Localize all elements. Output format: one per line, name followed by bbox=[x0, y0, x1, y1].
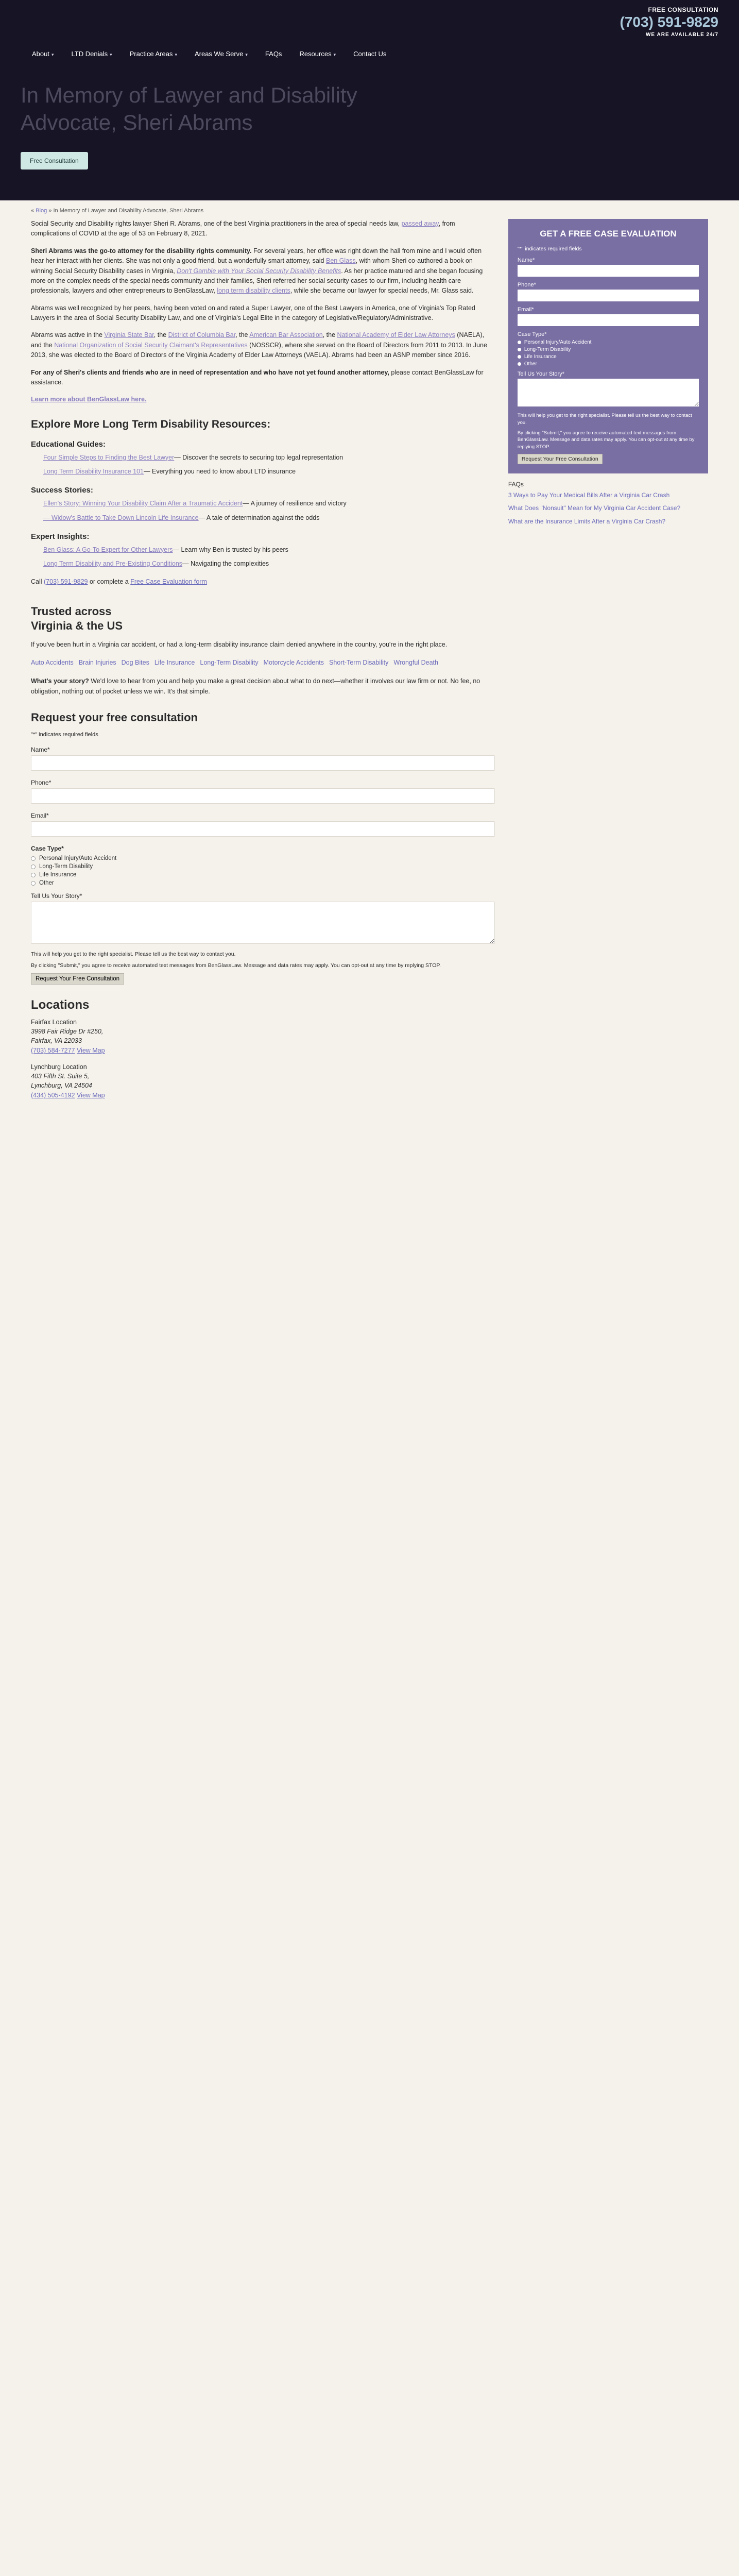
radio-icon bbox=[31, 873, 36, 877]
option-label: Other bbox=[524, 361, 537, 367]
case-type-label: Case Type* bbox=[31, 845, 64, 853]
resources-group-title-success: Success Stories: bbox=[31, 486, 93, 495]
email-label: Email* bbox=[31, 812, 49, 820]
free-consultation-button[interactable]: Free Consultation bbox=[21, 152, 88, 170]
text-run: — A journey of resilience and victory bbox=[243, 500, 347, 507]
list-item bbox=[31, 499, 495, 509]
case-type-option-long-term-disability[interactable] bbox=[31, 863, 495, 870]
location-map-link[interactable]: View Map bbox=[76, 1092, 105, 1099]
text-run: Abrams was active in the bbox=[31, 331, 105, 339]
text-run: (NAELA), and the bbox=[31, 331, 485, 349]
long-term-disability-clients-link[interactable]: long term disability clients bbox=[217, 287, 290, 295]
text-run: or complete a bbox=[88, 578, 131, 586]
nosscr-link[interactable]: National Organization of Social Security Claimant's Representatives bbox=[54, 341, 248, 349]
article-cta-bold: For any of Sheri's clients and friends who are in need of representation and who have not yet found another attorney, bbox=[31, 368, 389, 376]
card-case-option-long-term-disability[interactable] bbox=[518, 347, 699, 352]
article-paragraph-3: Abrams was well recognized by her peers, having been voted on and rated a Super Lawyer, one of the Best Lawyers in America, one of Virginia's Top Rated Lawyers in the area of Social Security Disability Law, and one of Virginia's Legal Elite in the category of Legislative/Regulatory/Administrative. bbox=[31, 304, 475, 322]
card-email-label: Email* bbox=[517, 307, 534, 313]
card-required-note: "*" indicates required fields bbox=[517, 246, 582, 252]
page-title: In Memory of Lawyer and Disability Advocate, Sheri Abrams bbox=[21, 82, 357, 135]
resource-link[interactable]: Long Term Disability Insurance 101 bbox=[43, 468, 144, 476]
chevron-down-icon: ▾ bbox=[333, 52, 336, 57]
text-run: Call bbox=[31, 578, 44, 586]
naela-link[interactable]: National Academy of Elder Law Attorneys bbox=[337, 331, 455, 339]
main-navigation bbox=[0, 42, 739, 70]
text-run: please contact BenGlassLaw for assistance. bbox=[31, 368, 484, 386]
location-name: Fairfax Location bbox=[31, 1018, 77, 1026]
email-input[interactable] bbox=[31, 821, 495, 837]
text-run: — Everything you need to know about LTD insurance bbox=[144, 468, 296, 476]
breadcrumb-separator: » bbox=[48, 208, 52, 214]
card-submit-button[interactable]: Request Your Free Consultation bbox=[518, 454, 603, 464]
story-label: Tell Us Your Story* bbox=[31, 892, 82, 900]
card-case-type-label: Case Type* bbox=[517, 331, 547, 338]
practice-tag-links bbox=[31, 657, 495, 669]
resources-group-title-expert: Expert Insights: bbox=[31, 532, 90, 541]
list-item bbox=[31, 453, 495, 463]
text-run: , while she became our lawyer for special needs, Mr. Glass said. bbox=[290, 287, 474, 295]
resource-link[interactable]: — Widow's Battle to Take Down Lincoln Life Insurance bbox=[43, 514, 199, 521]
nav-item-resources[interactable] bbox=[299, 47, 353, 61]
virginia-state-bar-link[interactable]: Virginia State Bar bbox=[104, 331, 154, 339]
text-run: For several years, her office was right down the hall from mine and I would often hear her interact with her clients. She was not only a good friend, but a wonderfully smart attorney, said bbox=[31, 247, 482, 265]
card-case-option-life-insurance[interactable] bbox=[518, 354, 699, 360]
nav-label: About bbox=[32, 49, 49, 58]
text-run: , from complications of COVID at the age of 53 on February 8, 2021. bbox=[31, 220, 455, 238]
article-content bbox=[31, 219, 495, 1108]
breadcrumb-current: In Memory of Lawyer and Disability Advocate, Sheri Abrams bbox=[53, 208, 204, 214]
consultation-form-heading: Request your free consultation bbox=[31, 711, 198, 724]
nav-item-contact-us[interactable] bbox=[353, 47, 404, 61]
card-story-label: Tell Us Your Story* bbox=[517, 371, 564, 378]
card-consent-text: By clicking "Submit," you agree to receive automated text messages from BenGlassLaw. Message and data rates may apply. You can opt-out at any time by replying STOP. bbox=[517, 430, 695, 450]
story-paragraph bbox=[31, 676, 495, 697]
top-bar bbox=[0, 0, 739, 42]
nav-label: Practice Areas bbox=[129, 49, 173, 58]
radio-icon bbox=[518, 362, 521, 366]
card-phone-input[interactable] bbox=[518, 290, 699, 301]
case-type-option-other[interactable] bbox=[31, 880, 495, 886]
tag-dog-bites[interactable]: Dog Bites bbox=[121, 658, 149, 666]
list-item bbox=[31, 513, 495, 523]
text-run: , with whom Sheri co-authored a book on winning Social Security Disability cases in Virginia, bbox=[31, 257, 473, 275]
chevron-down-icon: ▾ bbox=[110, 52, 112, 57]
breadcrumb-link-blog[interactable]: Blog bbox=[36, 208, 47, 214]
faq-link[interactable]: What Does "Nonsuit" Mean for My Virginia Car Accident Case? bbox=[508, 504, 681, 512]
name-input[interactable] bbox=[31, 755, 495, 771]
text-run: , the bbox=[153, 331, 168, 339]
text-run: Social Security and Disability rights lawyer Sheri R. Abrams, one of the best Virginia practitioners in the area of special needs law, bbox=[31, 220, 402, 228]
nav-label: LTD Denials bbox=[71, 49, 108, 58]
nav-item-areas-we-serve[interactable] bbox=[195, 47, 265, 61]
list-item bbox=[31, 467, 495, 477]
radio-icon bbox=[31, 881, 36, 886]
chevron-down-icon: ▾ bbox=[175, 52, 177, 57]
breadcrumb bbox=[0, 200, 739, 219]
free-case-evaluation-link[interactable]: Free Case Evaluation form bbox=[130, 578, 207, 586]
list-item bbox=[31, 545, 495, 555]
radio-icon bbox=[31, 856, 36, 861]
text-run: . As her practice matured and she began focusing more on the complex needs of the special needs community and their families, Sheri referred her social security cases to our firm, including health care professionals, lawyers and other entrepreneurs to BenGlassLaw, bbox=[31, 267, 483, 295]
location-contact-line bbox=[31, 1091, 495, 1100]
nav-item-about[interactable] bbox=[21, 47, 72, 61]
trusted-heading-line1: Trusted across bbox=[31, 604, 112, 618]
sidebar bbox=[508, 219, 708, 530]
nav-item-ltd-denials[interactable] bbox=[72, 47, 130, 61]
tag-brain-injuries[interactable]: Brain Injuries bbox=[78, 658, 116, 666]
location-map-link[interactable]: View Map bbox=[76, 1047, 105, 1055]
faq-heading: FAQs bbox=[508, 481, 524, 488]
text-run: (NOSSCR), where she served on the Board of Directors from 2011 to 2013. In June 2013, she was elected to the Board of Directors of the Virginia Academy of Elder Law Attorneys (VAELA). Abrams had been an ASNP member since 2016. bbox=[31, 341, 487, 359]
location-phone-link[interactable]: (434) 505-4192 bbox=[31, 1092, 75, 1099]
text-run: — A tale of determination against the odds bbox=[198, 514, 320, 521]
article-lede-bold: Sheri Abrams was the go-to attorney for the disability rights community. bbox=[31, 247, 252, 255]
location-address-line2: Lynchburg, VA 24504 bbox=[31, 1082, 92, 1090]
card-name-input[interactable] bbox=[518, 265, 699, 277]
locations-heading: Locations bbox=[31, 997, 90, 1012]
tag-auto-accidents[interactable]: Auto Accidents bbox=[31, 658, 74, 666]
article-paragraph-4 bbox=[31, 330, 495, 360]
case-type-option-personal-injury[interactable] bbox=[31, 855, 495, 861]
location-name: Lynchburg Location bbox=[31, 1063, 87, 1071]
passed-away-link[interactable]: passed away bbox=[401, 220, 439, 228]
chevron-down-icon: ▾ bbox=[51, 52, 54, 57]
name-label: Name* bbox=[31, 746, 50, 754]
ben-glass-link[interactable]: Ben Glass bbox=[326, 257, 356, 265]
text-run: — Discover the secrets to securing top legal representation bbox=[174, 453, 343, 461]
text-run: , the bbox=[322, 331, 337, 339]
card-case-option-personal-injury[interactable] bbox=[518, 340, 699, 345]
location-phone-link[interactable]: (703) 584-7277 bbox=[31, 1047, 75, 1055]
submit-consultation-button[interactable]: Request Your Free Consultation bbox=[31, 973, 124, 985]
card-case-option-other[interactable] bbox=[518, 361, 699, 367]
location-address-line1: 3998 Fair Ridge Dr #250, bbox=[31, 1027, 104, 1035]
location-address-line2: Fairfax, VA 22033 bbox=[31, 1037, 82, 1045]
resources-group-title-educational: Educational Guides: bbox=[31, 439, 106, 449]
location-address-line1: 403 Fifth St. Suite 5, bbox=[31, 1072, 90, 1080]
free-consultation-label: FREE CONSULTATION bbox=[648, 6, 718, 13]
resource-link[interactable]: Four Simple Steps to Finding the Best Lawyer bbox=[43, 453, 175, 461]
option-label: Personal Injury/Auto Accident bbox=[524, 340, 592, 346]
option-label: Personal Injury/Auto Accident bbox=[39, 855, 117, 862]
nav-label: Resources bbox=[299, 49, 332, 58]
article-paragraph-1 bbox=[31, 219, 495, 239]
radio-icon bbox=[518, 355, 521, 359]
learn-more-line bbox=[31, 395, 495, 404]
tag-short-term-disability[interactable]: Short-Term Disability bbox=[329, 658, 389, 666]
american-bar-association-link[interactable]: American Bar Association bbox=[249, 331, 323, 339]
tag-motorcycle-accidents[interactable]: Motorcycle Accidents bbox=[263, 658, 324, 666]
text-run: — Navigating the complexities bbox=[182, 560, 269, 568]
resource-link[interactable]: Ellen's Story: Winning Your Disability Claim After a Traumatic Accident bbox=[43, 500, 243, 507]
story-textarea[interactable] bbox=[31, 902, 495, 944]
page-bottom-space bbox=[0, 1108, 739, 2576]
form-helper-text: This will help you get to the right specialist. Please tell us the best way to contact you. bbox=[31, 951, 236, 958]
card-helper-text: This will help you get to the right specialist. Please tell us the best way to contact you. bbox=[517, 413, 692, 426]
availability-label: WE ARE AVAILABLE 24/7 bbox=[645, 31, 718, 38]
option-label: Other bbox=[39, 880, 54, 887]
dc-bar-link[interactable]: District of Columbia Bar bbox=[168, 331, 236, 339]
chevron-down-icon: ▾ bbox=[245, 52, 248, 57]
radio-icon bbox=[31, 865, 36, 869]
page-body bbox=[0, 219, 739, 1108]
article-paragraph-2 bbox=[31, 246, 495, 296]
resource-link[interactable]: Long Term Disability and Pre-Existing Conditions bbox=[43, 560, 183, 568]
option-label: Long-Term Disability bbox=[524, 347, 571, 353]
card-name-label: Name* bbox=[517, 257, 535, 264]
call-phone-link[interactable]: (703) 591-9829 bbox=[44, 578, 88, 586]
resource-link[interactable]: Ben Glass: A Go-To Expert for Other Lawyers bbox=[43, 546, 173, 553]
text-run: , the bbox=[235, 331, 250, 339]
nav-label: FAQs bbox=[265, 49, 282, 58]
nav-item-practice-areas[interactable] bbox=[130, 47, 195, 61]
resources-heading: Explore More Long Term Disability Resources: bbox=[31, 418, 271, 430]
tag-life-insurance[interactable]: Life Insurance bbox=[154, 658, 195, 666]
hero-section bbox=[0, 70, 739, 201]
text-run: We'd love to hear from you and help you make a great decision about what to do next—whether it involves our law firm or not. No fee, no obligation, nothing out of pocket unless we win. It's that simple. bbox=[31, 677, 480, 695]
radio-icon bbox=[518, 341, 521, 344]
header-phone-link[interactable]: (703) 591-9829 bbox=[620, 14, 718, 30]
card-email-input[interactable] bbox=[518, 314, 699, 326]
breadcrumb-sep-left: « bbox=[31, 208, 35, 214]
card-phone-label: Phone* bbox=[517, 282, 536, 289]
option-label: Life Insurance bbox=[39, 872, 77, 878]
option-label: Life Insurance bbox=[524, 354, 557, 360]
location-contact-line bbox=[31, 1046, 495, 1056]
option-label: Long-Term Disability bbox=[39, 863, 93, 870]
article-paragraph-5 bbox=[31, 368, 495, 388]
text-run: — Learn why Ben is trusted by his peers bbox=[173, 546, 288, 553]
radio-icon bbox=[518, 348, 521, 351]
free-case-evaluation-card bbox=[508, 219, 708, 473]
required-fields-note: "*" indicates required fields bbox=[31, 732, 98, 738]
list-item bbox=[31, 559, 495, 569]
trusted-heading-line2: Virginia & the US bbox=[31, 619, 123, 632]
book-title-link[interactable]: Don't Gamble with Your Social Security Disability Benefits bbox=[177, 267, 341, 275]
nav-label: Contact Us bbox=[353, 49, 387, 58]
faq-link[interactable]: 3 Ways to Pay Your Medical Bills After a Virginia Car Crash bbox=[508, 492, 670, 499]
phone-label: Phone* bbox=[31, 779, 51, 787]
case-type-option-life-insurance[interactable] bbox=[31, 872, 495, 878]
card-story-textarea[interactable] bbox=[518, 379, 699, 406]
form-consent-text: By clicking "Submit," you agree to receive automated text messages from BenGlassLaw. Message and data rates may apply. You can opt-out at any time by replying STOP. bbox=[31, 962, 441, 969]
call-line bbox=[31, 577, 495, 587]
location-block-lynchburg bbox=[31, 1063, 495, 1101]
learn-more-link[interactable]: Learn more about BenGlassLaw here. bbox=[31, 396, 147, 403]
tag-long-term-disability[interactable]: Long-Term Disability bbox=[200, 658, 259, 666]
card-title: GET A FREE CASE EVALUATION bbox=[540, 229, 677, 239]
nav-item-faqs[interactable] bbox=[265, 47, 300, 61]
trusted-intro: If you've been hurt in a Virginia car accident, or had a long-term disability insurance claim denied anywhere in the country, you're in the right place. bbox=[31, 640, 448, 648]
nav-label: Areas We Serve bbox=[194, 49, 244, 58]
story-bold: What's your story? bbox=[31, 677, 89, 685]
location-block-fairfax bbox=[31, 1019, 495, 1056]
tag-wrongful-death[interactable]: Wrongful Death bbox=[393, 658, 438, 666]
faq-link[interactable]: What are the Insurance Limits After a Virginia Car Crash? bbox=[508, 517, 666, 525]
phone-input[interactable] bbox=[31, 788, 495, 804]
